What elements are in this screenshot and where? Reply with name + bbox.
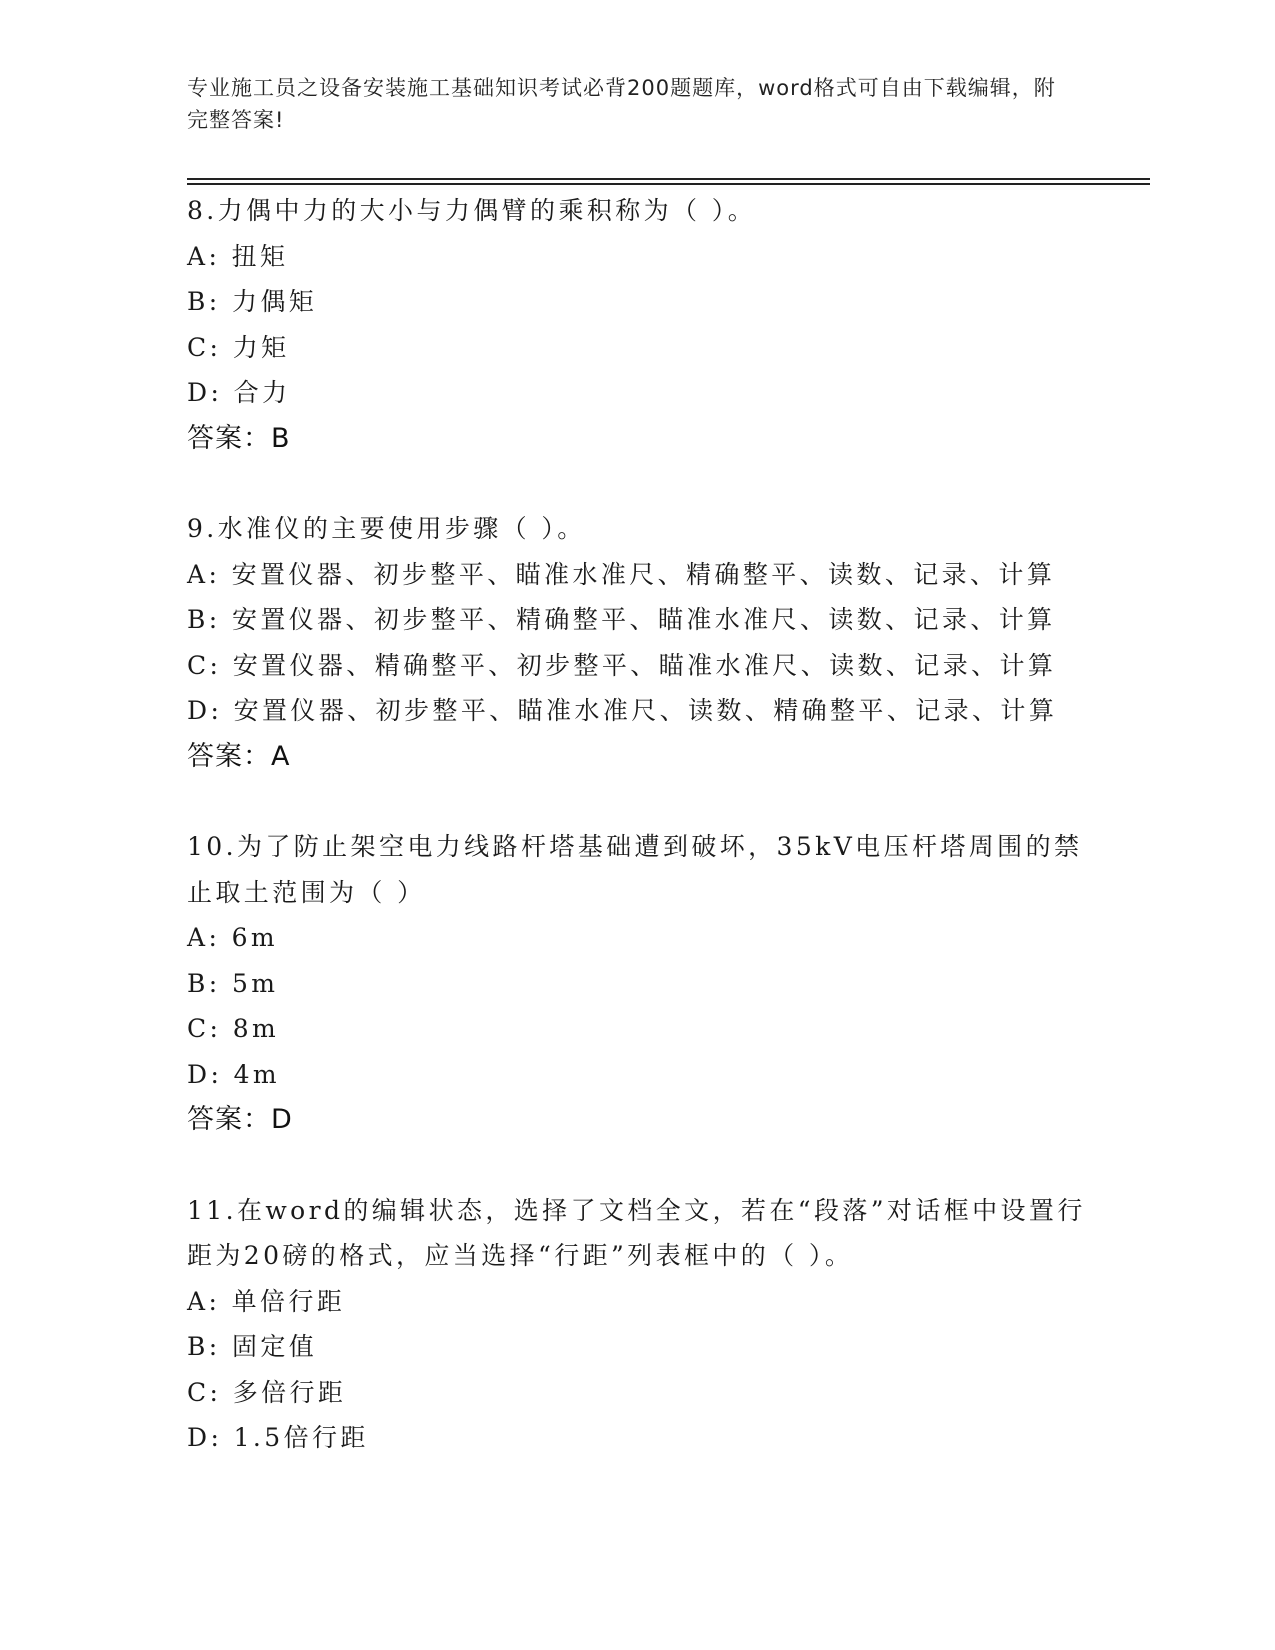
document-header: 专业施工员之设备安装施工基础知识考试必背200题题库，word格式可自由下载编辑，附完整答案! [187,76,1056,132]
option-a: A: 6m [187,923,279,952]
question-8 [187,188,1087,461]
option-b: B: 安置仪器、初步整平、精确整平、瞄准水准尺、读数、记录、计算 [187,605,1056,634]
option-b: B: 力偶矩 [187,287,318,316]
option-d: D: 合力 [187,378,291,407]
option-a: A: 扭矩 [187,241,289,271]
option-d: D: 1.5倍行距 [187,1423,369,1452]
option-d: D: 4m [187,1059,281,1089]
option-d: D: 安置仪器、初步整平、瞄准水准尺、读数、精确整平、记录、计算 [187,696,1058,725]
option-c: C: 力矩 [187,332,290,362]
question-10 [187,824,1087,1143]
question-stem: 10.为了防止架空电力线路杆塔基础遭到破坏，35kV电压杆塔周围的禁止取土范围为（ ） [187,832,1083,907]
option-a: A: 单倍行距 [187,1286,346,1316]
answer-label: 答案：B [187,422,291,454]
header-divider-top [187,178,1150,180]
option-c: C: 8m [187,1014,280,1043]
question-11 [187,1188,1087,1461]
option-c: C: 多倍行距 [187,1377,347,1407]
answer-label: 答案：A [187,740,291,772]
option-b: B: 5m [187,968,279,998]
question-stem: 8.力偶中力的大小与力偶臂的乘积称为（ ）。 [187,196,757,225]
question-9 [187,506,1087,779]
answer-label: 答案：D [187,1104,293,1135]
option-c: C: 安置仪器、精确整平、初步整平、瞄准水准尺、读数、记录、计算 [187,650,1057,680]
question-stem: 9.水准仪的主要使用步骤（ ）。 [187,514,586,543]
question-list [187,188,1087,1506]
question-stem: 11.在word的编辑状态，选择了文档全文，若在“段落”对话框中设置行距为20磅的格式，应当选择“行距”列表框中的（ ）。 [187,1195,1086,1270]
header-divider-bottom [187,183,1150,185]
option-a: A: 安置仪器、初步整平、瞄准水准尺、精确整平、读数、记录、计算 [187,559,1056,589]
option-b: B: 固定值 [187,1332,318,1361]
